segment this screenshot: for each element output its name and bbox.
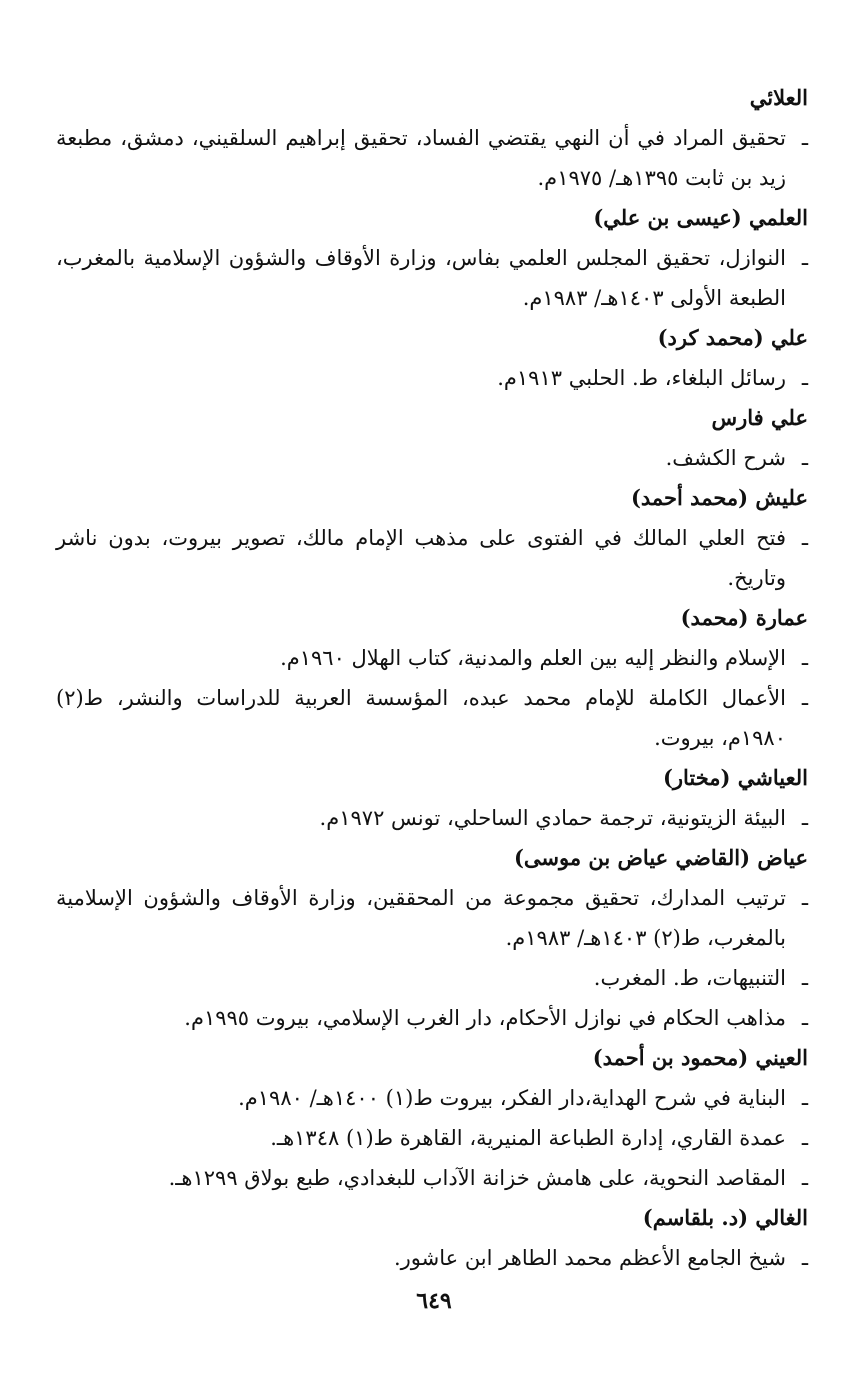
work-text: التنبيهات، ط. المغرب. — [593, 966, 786, 990]
author-heading: العيني (محمود بن أحمد) — [592, 1045, 808, 1070]
author-heading: علي (محمد كرد) — [657, 325, 808, 350]
work-item — [56, 1078, 808, 1118]
author-heading: العلمي (عيسى بن علي) — [593, 205, 808, 230]
list-dash: ـ — [801, 526, 808, 550]
author-heading: عمارة (محمد) — [680, 605, 808, 630]
work-text: عمدة القاري، إدارة الطباعة المنيرية، القاهرة ط(١) ١٣٤٨هـ. — [270, 1126, 786, 1150]
work-text: فتح العلي المالك في الفتوى على مذهب الإمام مالك، تصوير بيروت، بدون ناشر وتاريخ. — [56, 526, 786, 590]
author-heading: عياض (القاضي عياض بن موسى) — [513, 845, 808, 870]
list-dash: ـ — [801, 806, 808, 830]
work-text: البناية في شرح الهداية،دار الفكر، بيروت ط(١) ١٤٠٠هـ/ ١٩٨٠م. — [238, 1086, 786, 1110]
bibliography-entry — [56, 1038, 808, 1198]
work-text: البيئة الزيتونية، ترجمة حمادي الساحلي، تونس ١٩٧٢م. — [319, 806, 786, 830]
author-heading: العلائي — [749, 85, 808, 110]
list-dash: ـ — [801, 126, 808, 150]
work-text: شرح الكشف. — [665, 446, 786, 470]
bibliography-entry — [56, 78, 808, 198]
bibliography-page — [56, 78, 808, 1278]
list-dash: ـ — [801, 446, 808, 470]
work-item — [56, 1238, 808, 1278]
work-text: رسائل البلغاء، ط. الحلبي ١٩١٣م. — [497, 366, 786, 390]
work-item — [56, 958, 808, 998]
work-item — [56, 438, 808, 478]
bibliography-entry — [56, 838, 808, 1038]
work-text: شيخ الجامع الأعظم محمد الطاهر ابن عاشور. — [393, 1246, 786, 1270]
work-item — [56, 878, 808, 958]
list-dash: ـ — [801, 366, 808, 390]
bibliography-entry — [56, 598, 808, 758]
work-item — [56, 998, 808, 1038]
bibliography-entry — [56, 478, 808, 598]
author-heading: عليش (محمد أحمد) — [630, 485, 808, 510]
work-item — [56, 678, 808, 758]
list-dash: ـ — [801, 1006, 808, 1030]
list-dash: ـ — [801, 1126, 808, 1150]
list-dash: ـ — [801, 1166, 808, 1190]
work-text: مذاهب الحكام في نوازل الأحكام، دار الغرب الإسلامي، بيروت ١٩٩٥م. — [184, 1006, 786, 1030]
work-item — [56, 118, 808, 198]
bibliography-entry — [56, 198, 808, 318]
list-dash: ـ — [801, 886, 808, 910]
bibliography-entry — [56, 758, 808, 838]
list-dash: ـ — [801, 1086, 808, 1110]
work-text: الإسلام والنظر إليه بين العلم والمدنية، كتاب الهلال ١٩٦٠م. — [280, 646, 786, 670]
work-text: النوازل، تحقيق المجلس العلمي بفاس، وزارة الأوقاف والشؤون الإسلامية بالمغرب، الطبعة الأولى ١٤٠٣هـ/ ١٩٨٣م. — [56, 246, 786, 310]
list-dash: ـ — [801, 1246, 808, 1270]
author-heading: علي فارس — [711, 405, 808, 430]
list-dash: ـ — [801, 966, 808, 990]
work-item — [56, 638, 808, 678]
work-item — [56, 1118, 808, 1158]
list-dash: ـ — [801, 246, 808, 270]
work-text: الأعمال الكاملة للإمام محمد عبده، المؤسسة العربية للدراسات والنشر، ط(٢) ١٩٨٠م، بيروت. — [56, 686, 786, 750]
list-dash: ـ — [801, 686, 808, 710]
bibliography-entry — [56, 1198, 808, 1278]
work-item — [56, 1158, 808, 1198]
work-text: تحقيق المراد في أن النهي يقتضي الفساد، تحقيق إبراهيم السلقيني، دمشق، مطبعة زيد بن ثابت ١٣٩٥هـ/ ١٩٧٥م. — [56, 126, 786, 190]
author-heading: العياشي (مختار) — [662, 765, 808, 790]
author-heading: الغالي (د. بلقاسم) — [642, 1205, 808, 1230]
work-text: ترتيب المدارك، تحقيق مجموعة من المحققين، وزارة الأوقاف والشؤون الإسلامية بالمغرب، ط(٢) ١٤٠٣هـ/ ١٩٨٣م. — [56, 886, 786, 950]
bibliography-entry — [56, 318, 808, 398]
work-item — [56, 358, 808, 398]
list-dash: ـ — [801, 646, 808, 670]
work-item — [56, 798, 808, 838]
work-text: المقاصد النحوية، على هامش خزانة الآداب للبغدادي، طبع بولاق ١٢٩٩هـ. — [168, 1166, 786, 1190]
bibliography-entry — [56, 398, 808, 478]
page-number: ٦٤٩ — [416, 1288, 452, 1314]
work-item — [56, 238, 808, 318]
work-item — [56, 518, 808, 598]
